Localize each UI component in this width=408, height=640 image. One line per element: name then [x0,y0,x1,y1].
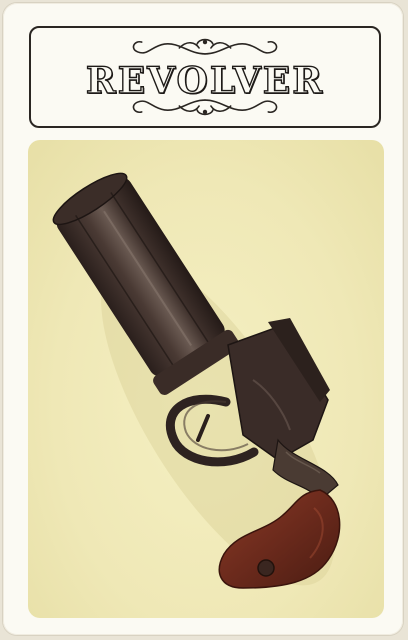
top-scroll-ornament [31,34,379,60]
revolver-photo [28,140,384,618]
card-title: REVOLVER [85,60,325,102]
pepperbox-revolver-illustration [28,140,384,618]
playing-card[interactable] [3,3,403,635]
bottom-scroll-ornament [31,94,379,120]
title-frame [29,26,381,128]
